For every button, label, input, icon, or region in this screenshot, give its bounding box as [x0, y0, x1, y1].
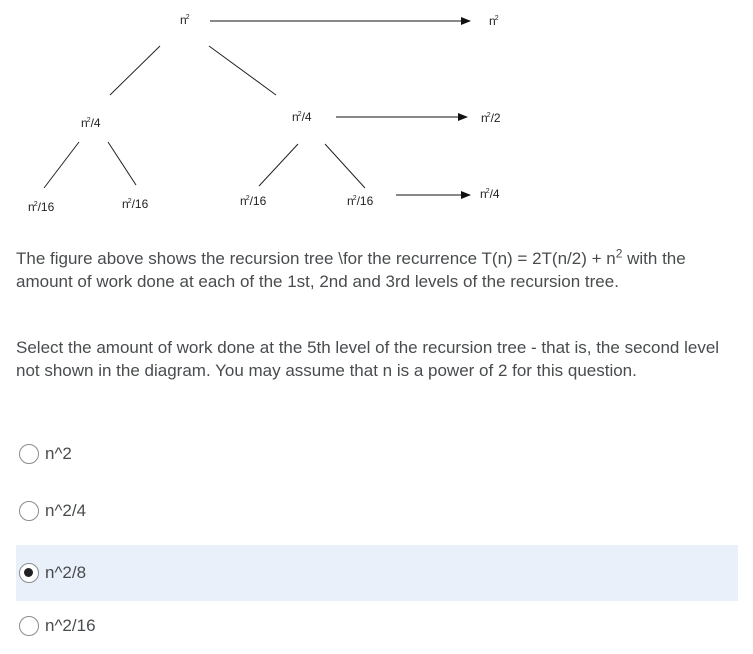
tree-node-left: $n^2/4$	[81, 116, 101, 130]
tree-node-left-right: $n^2/16$	[122, 197, 149, 211]
question-text-main: The figure above shows the recursion tree \for the recurrence T(n) = 2T(n/2) + n	[16, 249, 616, 268]
radio-button-4[interactable]	[19, 616, 39, 636]
answer-option-1[interactable]	[16, 426, 738, 482]
edge-right-rl	[259, 144, 298, 186]
answer-option-1-label: n^2	[45, 444, 72, 463]
tree-node-root: $n^2$	[180, 13, 190, 27]
level-2-sum: $n^2/2$	[481, 111, 501, 125]
level-3-sum: $n^2/4$	[480, 187, 500, 201]
edge-root-right	[209, 46, 276, 95]
answer-option-3[interactable]	[16, 545, 738, 601]
answer-option-4-label: n^2/16	[45, 616, 96, 635]
question-paragraph-2: Select the amount of work done at the 5th level of the recursion tree - that is, the second level not shown in the diagram. You may assume that n is a power of 2 for this question.	[16, 338, 720, 380]
radio-button-1[interactable]	[19, 444, 39, 464]
edge-right-rr	[325, 144, 365, 188]
radio-button-3[interactable]	[19, 563, 39, 583]
question-paragraph-1	[16, 247, 734, 293]
tree-node-left-left: $n^2/16$	[28, 200, 55, 214]
tree-node-right-right: $n^2/16$	[347, 194, 374, 208]
question-text-superscript: 2	[615, 246, 623, 261]
question-text-rest: with the amount of work done at each of the 1st, 2nd and 3rd levels of the recursion tree.	[16, 249, 686, 291]
recursion-tree-figure	[0, 0, 753, 225]
edge-left-ll	[44, 142, 79, 188]
edge-left-lr	[108, 142, 136, 185]
answer-option-2-label: n^2/4	[45, 501, 87, 520]
tree-node-right-left: $n^2/16$	[240, 194, 267, 208]
edge-root-left	[110, 46, 160, 95]
recursion-tree-edges	[0, 0, 753, 225]
answer-option-3-label: n^2/8	[45, 563, 87, 582]
radio-button-2[interactable]	[19, 501, 39, 521]
answer-option-4[interactable]	[16, 598, 738, 654]
answer-option-2[interactable]	[16, 483, 738, 539]
level-1-sum: $n^2$	[489, 14, 499, 28]
tree-node-right: $n^2/4$	[292, 110, 312, 124]
